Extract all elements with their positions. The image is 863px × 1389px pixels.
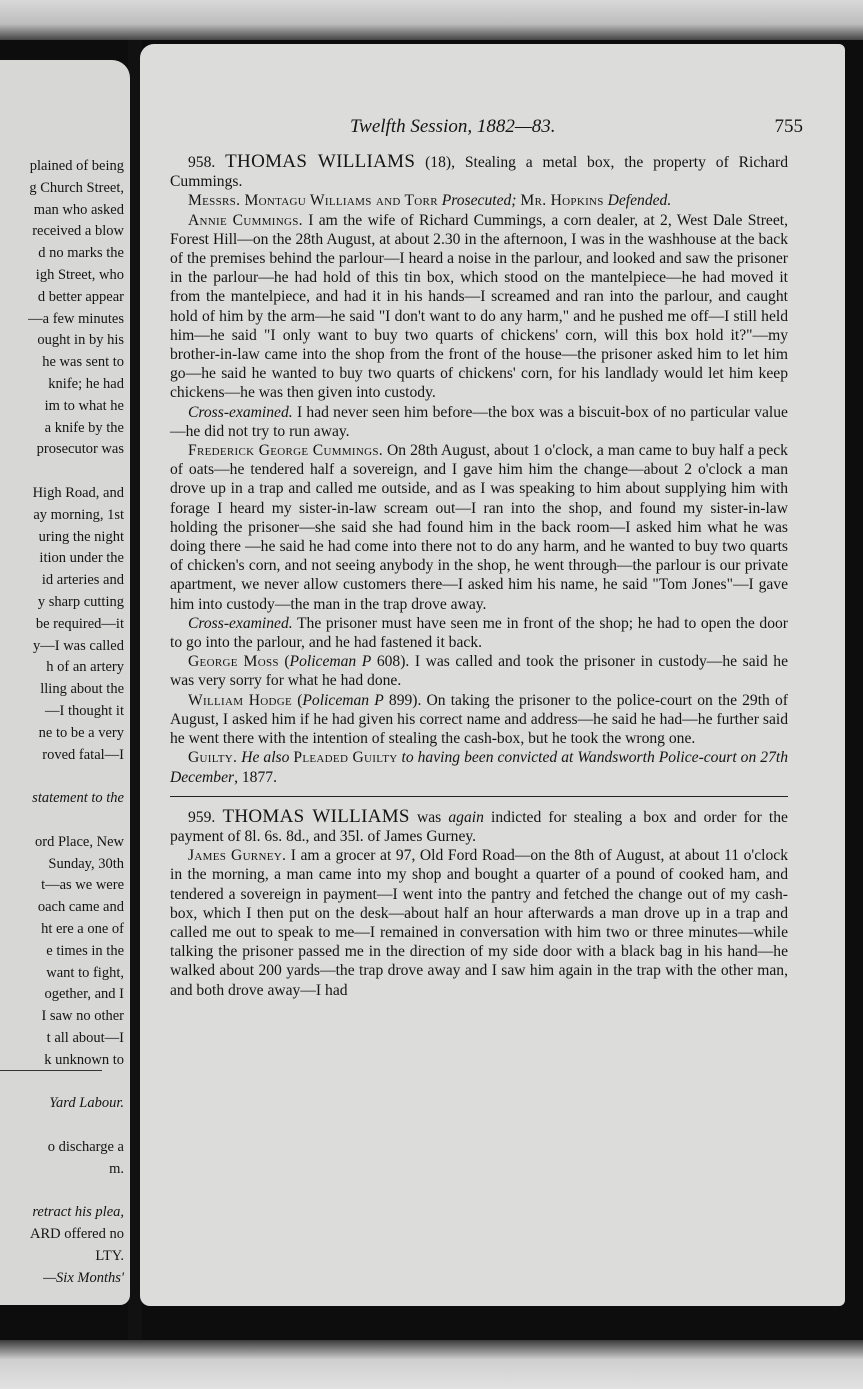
- left-page-line: ARD offered no: [30, 1226, 124, 1243]
- left-page-rule: [0, 1070, 102, 1071]
- left-page-line: y—I was called: [33, 637, 124, 654]
- cross-examination-annie: Cross-examined. I had never seen him before—the box was a biscuit-box of no particular value—he did not try to run away.: [170, 403, 788, 440]
- case-958-heading: 958. THOMAS WILLIAMS (18), Stealing a metal box, the property of Richard Cummings.: [170, 151, 788, 191]
- left-page-line: man who asked: [33, 201, 124, 218]
- left-page-line: —Six Months': [43, 1269, 124, 1286]
- left-page-line: he was sent to: [42, 354, 124, 371]
- page-body: [170, 152, 788, 1000]
- left-page-line: uring the night: [38, 528, 124, 545]
- left-page-line: ord Place, New: [35, 833, 124, 850]
- left-page-line: id arteries and: [41, 572, 124, 589]
- left-page-line: g Church Street,: [29, 179, 124, 196]
- left-page-line: o discharge a: [47, 1139, 124, 1155]
- left-page-line: statement to the: [32, 790, 124, 807]
- session-title: Twelfth Session, 1882—83.: [350, 116, 556, 137]
- left-page-line: y sharp cutting: [37, 594, 124, 610]
- scan-top-edge: [0, 0, 863, 40]
- left-page-line: im to what he: [44, 397, 124, 414]
- left-page-line: lling about the: [40, 681, 124, 698]
- left-page-line: retract his plea,: [32, 1204, 124, 1221]
- left-page-line: oach came and: [37, 899, 124, 916]
- left-page-line: Sunday, 30th: [48, 855, 124, 872]
- right-page: [140, 44, 845, 1306]
- left-page-line: k unknown to: [44, 1051, 124, 1068]
- left-page-line: High Road, and: [32, 485, 124, 501]
- testimony-frederick-cummings: Frederick George Cummings. On 28th August, about 1 o'clock, a man came to buy half a peck of oats—he tendered half a sovereign, and I gave him him the change—about 2 o'clock a man drove up in a trap and called me outside, and as I was speaking to him about supplying him with forage I heard my sister-in-law scream out—I ran into the shop, and found my sister-in-law holding the prisoner—she said she had found him in the back room—I asked him what he was doing there —he said he had come into there not to do any harm, and he wanted to buy two quarts of chicken's corn, and not seeing anybody in the shop, he went through—the parlour is our private apartment, we never allow customers there—I asked him his name, he said "Tom Jones"—I gave him into custody—the man in the trap drove away.: [170, 442, 788, 613]
- cross-examination-frederick: Cross-examined. The prisoner must have seen me in front of the shop; he had to open the door to go into the parlour, and he had fastened it back.: [170, 614, 788, 652]
- defendant-name: THOMAS WILLIAMS: [222, 805, 410, 827]
- left-page-line: e times in the: [46, 942, 124, 959]
- left-page-line: be required—it: [35, 615, 124, 632]
- left-page-line: m.: [109, 1160, 124, 1177]
- left-page-line: received a blow: [32, 223, 124, 240]
- left-page-line: roved fatal—I: [42, 746, 124, 763]
- left-page-line: ogether, and I: [44, 986, 124, 1003]
- counsel-line: Messrs. Montagu Williams and Torr Prosecuted; Mr. Hopkins Defended.: [188, 192, 672, 210]
- left-page-line: igh Street, who: [35, 267, 124, 283]
- left-page-line: ought in by his: [37, 332, 124, 349]
- left-page-line: ition under the: [39, 550, 124, 567]
- left-page-fragment: [0, 60, 130, 1305]
- left-page-line: prosecutor was: [36, 441, 124, 458]
- left-page-line: d better appear: [37, 288, 124, 305]
- left-page-line: —a few minutes: [28, 310, 124, 327]
- case-959-heading: 959. THOMAS WILLIAMS was again indicted for stealing a box and order for the payment of 8l. 6s. 8d., and 35l. of James Gurney.: [170, 805, 788, 845]
- running-header: [140, 116, 845, 142]
- testimony-william-hodge: William Hodge (Policeman P 899). On taking the prisoner to the police-court on the 29th of August, I asked him if he had given his correct name and address—he said he had—he further said he went there with the intention of stealing the cash-box, but he took the wrong one.: [170, 691, 788, 748]
- page-number: 755: [774, 116, 803, 137]
- left-page-line: Yard Labour.: [49, 1095, 124, 1112]
- testimony-james-gurney: James Gurney. I am a grocer at 97, Old Ford Road—on the 8th of August, at about 11 o'clock in the morning, a man came into my shop and bought a quarter of a pound of cooked ham, and tendered a sovereign in payment—I went into the pantry and fetched the change out of my cash-box, which I then put on the desk—about half an hour afterwards a man drove up in a trap and called me out to speak to me—I remained in conversation with him two or three minutes—while talking the prisoner passed me in the direction of my side door with a black bag in his hand—he walked about 200 yards—the trap drove away and I saw him again in the trap with the other man, and both drove away—I had: [170, 847, 788, 999]
- case-divider: [170, 796, 788, 797]
- left-page-line: —I thought it: [45, 703, 124, 719]
- scan-bottom-edge: [0, 1340, 863, 1389]
- verdict: Guilty. He also Pleaded Guilty to having been convicted at Wandsworth Police-court on 27th December, 1877.: [170, 749, 788, 786]
- left-page-line: LTY.: [95, 1248, 124, 1264]
- left-page-line: t—as we were: [41, 877, 124, 894]
- left-page-line: t all about—I: [46, 1030, 124, 1046]
- left-page-line: ht ere a one of: [41, 921, 124, 937]
- defendant-name: THOMAS WILLIAMS: [225, 151, 416, 172]
- testimony-annie-cummings: Annie Cummings. I am the wife of Richard Cummings, a corn dealer, at 2, West Dale Street, Forest Hill—on the 28th August, at about 2.30 in the afternoon, I was in the washhouse at the back of the premises behind the parlour—I heard a noise in the parlour, and looked and saw the prisoner in the parlour—he had hold of this tin box, which stood on the mantelpiece—he had moved it from the mantelpiece, and had it in his hands—I screamed and ran into the parlour, and caught hold of him by the arm—he said "I don't want to do any harm," and he pushed me off—I still held him—he said "I only want to buy two quarts of chickens' corn, will this box hold it?"—my brother-in-law came into the shop from the front of the house—the prisoner asked him to let him go—he said he wanted to buy two quarts of chickens' corn, for his landlady would let him keep chickens—he was then given into custody.: [170, 211, 788, 402]
- testimony-george-moss: George Moss (Policeman P 608). I was called and took the prisoner in custody—he said he was very sorry for what he had done.: [170, 653, 788, 690]
- left-page-line: a knife by the: [44, 419, 124, 436]
- left-page-line: plained of being: [29, 158, 124, 174]
- left-page-line: ay morning, 1st: [33, 506, 124, 523]
- left-page-line: knife; he had: [48, 376, 124, 392]
- left-page-line: ne to be a very: [38, 724, 124, 741]
- left-page-line: I saw no other: [41, 1008, 124, 1025]
- left-page-line: h of an artery: [46, 659, 124, 676]
- left-page-line: d no marks the: [38, 245, 124, 262]
- left-page-line: want to fight,: [46, 964, 124, 981]
